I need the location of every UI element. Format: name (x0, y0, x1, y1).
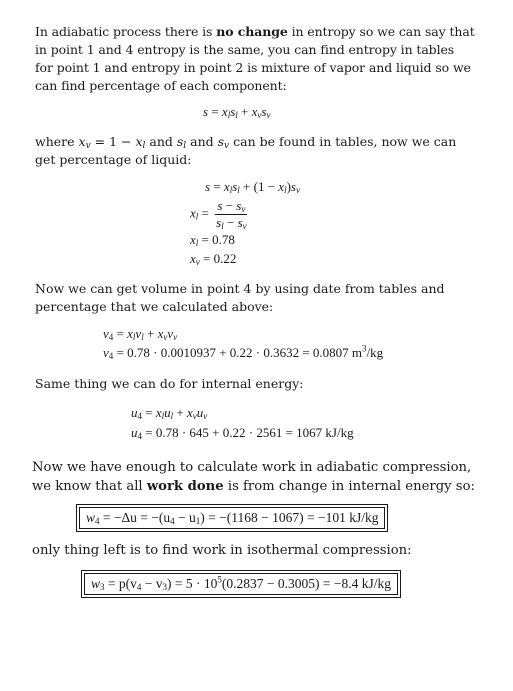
v4-numeric-equation: $v_4 = 0.78 \cdot 0.0010937 + 0.22 \cdot 0.3632 = 0.0807$ $m^3/kg$ (103, 343, 384, 361)
w3-result-box: $w_3 = p(v_4 - v_3) = 5 \cdot 10^5(0.2837 - 0.3005) = -8.4$ kJ/kg (84, 573, 398, 595)
isothermal-paragraph: only thing left is to find work in isothermal compression: (32, 543, 412, 558)
energy-paragraph: Same thing we can do for internal energy: (35, 376, 304, 391)
u4-symbolic-equation: $u_4 = x_lu_l + x_vu_v$ (131, 405, 208, 421)
xl-fraction-equation: $x_l$ = $\frac{s - s_v}{s_l - s_v}$ (190, 198, 247, 231)
work-adiabatic-paragraph: Now we have enough to calculate work in adiabatic compression, we know that all work done is from change in internal energy so: (32, 460, 475, 494)
volume-paragraph: Now we can get volume in point 4 by using date from tables and percentage that we calculated above: (35, 281, 445, 314)
entropy-liquid-equation: $s = x_ls_l + (1 - x_l)s_v$ (205, 179, 300, 195)
work-done-bold: work done (146, 479, 224, 494)
xv-value-equation: $x_v = 0.22$ (190, 251, 237, 267)
entropy-mixture-equation: $s = x_ls_l + x_vs_v$ (203, 104, 271, 120)
intro-paragraph: In adiabatic process there is no change in entropy so we can say that in point 1 and 4 entropy is the same, you can find entropy in tables for point 1 and entropy in point 2 is mixture of vapor and liquid so we can find percentage of each component: (35, 24, 475, 93)
w4-result-box: $w_4 = -\Delta u = -(u_4 - u_1) = -(1168 - 1067) = -101$ kJ/kg (79, 507, 385, 529)
xl-value-equation: $x_l = 0.78$ (190, 232, 235, 248)
no-change-bold: no change (216, 24, 288, 39)
v4-symbolic-equation: $v_4 = x_lv_l + x_vv_v$ (103, 326, 178, 342)
xl-fraction: $\frac{s - s_v}{s_l - s_v}$ (216, 198, 247, 231)
u4-numeric-equation: $u_4 = 0.78 \cdot 645 + 0.22 \cdot 2561 = 1067$ kJ/kg (131, 425, 354, 441)
where-paragraph: where $x_v = 1 - x_l$ and $s_l$ and $s_v$ can be found in tables, now we can get percentage of liquid: (35, 134, 457, 167)
